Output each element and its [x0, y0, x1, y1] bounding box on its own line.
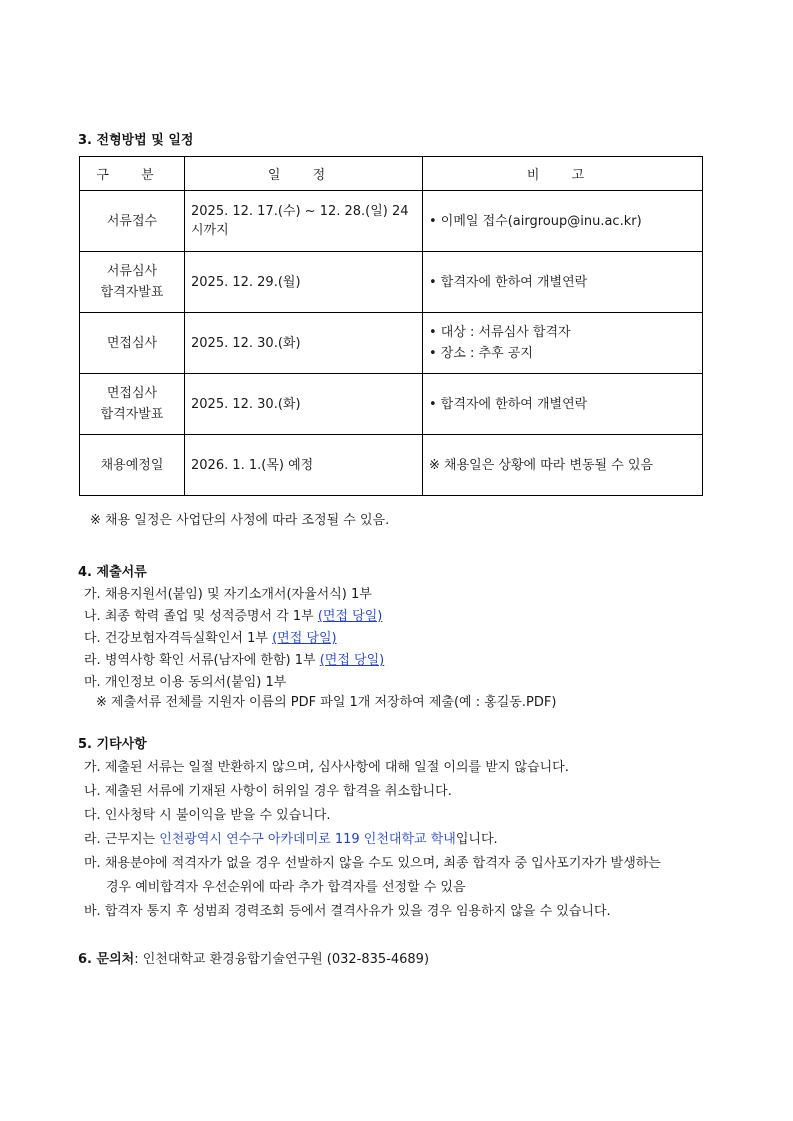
schedule-table [79, 156, 703, 496]
header-remarks: 비 고 [423, 157, 703, 191]
header-category: 구 분 [80, 157, 185, 191]
row-category: 면접심사 합격자발표 [80, 374, 185, 435]
interview-day-note: (면접 당일) [317, 609, 383, 624]
table-row [80, 252, 703, 313]
section6-title: 6. 문의처 [78, 952, 135, 967]
workplace-address: 인천광역시 연수구 아카데미로 119 인천대학교 학내 [159, 832, 456, 847]
interview-day-note: (면접 당일) [319, 653, 385, 668]
doc-item: 마. 개인정보 이용 동의서(붙임) 1부 [84, 675, 287, 690]
doc-item: 나. 최종 학력 졸업 및 성적증명서 각 1부 (면접 당일) [84, 609, 383, 624]
row-schedule: 2025. 12. 29.(월) [185, 252, 423, 313]
row-category: 서류접수 [80, 191, 185, 252]
section3-title: 3. 전형방법 및 일정 [78, 133, 194, 148]
contact-info: : 인천대학교 환경융합기술연구원 (032-835-4689) [134, 952, 430, 967]
table-row [80, 191, 703, 252]
misc-item: 다. 인사청탁 시 불이익을 받을 수 있습니다. [84, 808, 331, 823]
table-row [80, 374, 703, 435]
row-remarks: • 합격자에 한하여 개별연락 [423, 252, 703, 313]
schedule-header-row [80, 157, 703, 191]
misc-item: 바. 합격자 통지 후 성범죄 경력조회 등에서 결격사유가 있을 경우 임용하지 않을 수 있습니다. [84, 904, 611, 919]
table-row [80, 435, 703, 496]
row-schedule: 2026. 1. 1.(목) 예정 [185, 435, 423, 496]
row-schedule: 2025. 12. 30.(화) [185, 313, 423, 374]
misc-item-continued: 경우 예비합격자 우선순위에 따라 추가 합격자를 선정할 수 있음 [106, 880, 466, 895]
interview-day-note: (면접 당일) [272, 631, 337, 646]
misc-item: 나. 제출된 서류에 기재된 사항이 허위일 경우 합격을 취소합니다. [84, 784, 452, 799]
row-category: 서류심사 합격자발표 [80, 252, 185, 313]
row-remarks: ※ 채용일은 상황에 따라 변동될 수 있음 [423, 435, 703, 496]
row-category: 면접심사 [80, 313, 185, 374]
row-remarks: • 대상 : 서류심사 합격자 • 장소 : 추후 공지 [423, 313, 703, 374]
row-remarks: • 합격자에 한하여 개별연락 [423, 374, 703, 435]
table-row [80, 313, 703, 374]
header-schedule: 일 정 [185, 157, 423, 191]
row-schedule: 2025. 12. 30.(화) [185, 374, 423, 435]
section5-title: 5. 기타사항 [78, 737, 147, 752]
section4-title: 4. 제출서류 [78, 565, 147, 580]
misc-item: 라. 근무지는 인천광역시 연수구 아카데미로 119 인천대학교 학내입니다. [84, 832, 498, 847]
doc-item: 다. 건강보험자격득실확인서 1부 (면접 당일) [84, 631, 337, 646]
misc-item: 마. 채용분야에 적격자가 없을 경우 선발하지 않을 수도 있으며, 최종 합격자 중 입사포기자가 발생하는 [84, 856, 661, 871]
doc-item: 가. 채용지원서(붙임) 및 자기소개서(자율서식) 1부 [84, 587, 372, 602]
row-remarks: • 이메일 접수(airgroup@inu.ac.kr) [423, 191, 703, 252]
row-schedule: 2025. 12. 17.(수) ~ 12. 28.(일) 24시까지 [185, 191, 423, 252]
doc-item: 라. 병역사항 확인 서류(남자에 한함) 1부 (면접 당일) [84, 653, 385, 668]
schedule-note: ※ 채용 일정은 사업단의 사정에 따라 조정될 수 있음. [90, 513, 390, 528]
row-category: 채용예정일 [80, 435, 185, 496]
misc-item: 가. 제출된 서류는 일절 반환하지 않으며, 심사사항에 대해 일절 이의를 받지 않습니다. [84, 760, 569, 775]
documents-note: ※ 제출서류 전체를 지원자 이름의 PDF 파일 1개 저장하여 제출(예 : 홍길동.PDF) [96, 695, 557, 710]
contact-line [78, 948, 429, 967]
